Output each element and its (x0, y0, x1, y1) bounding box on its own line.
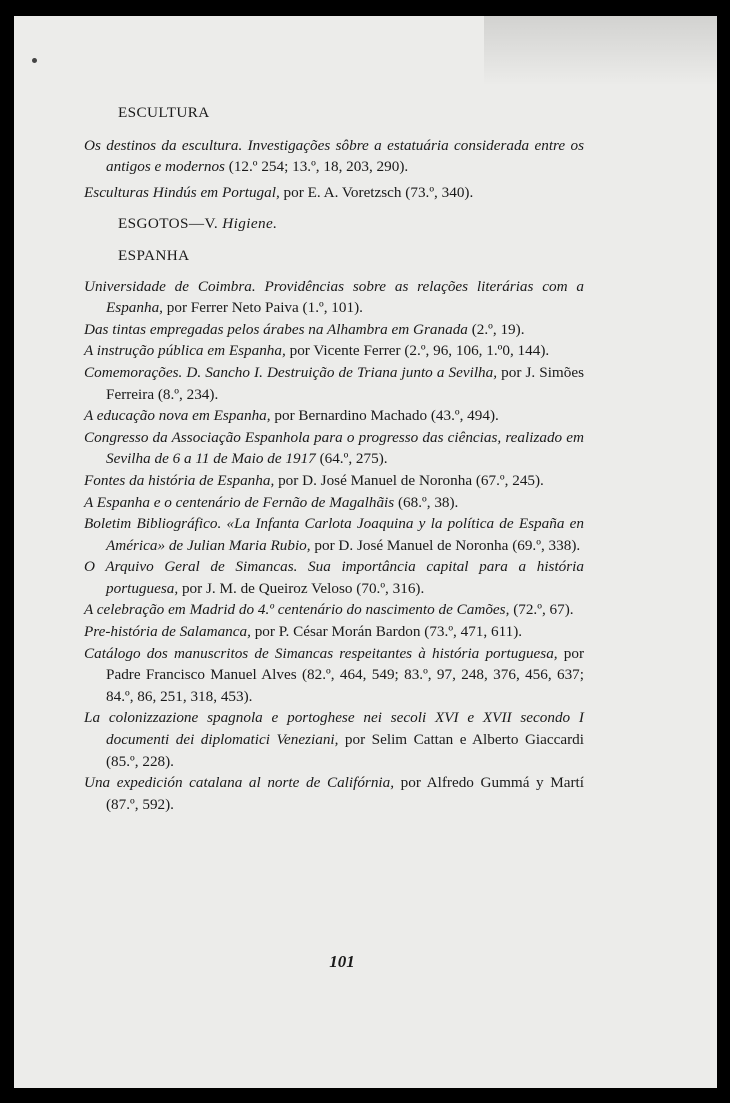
index-entry: Congresso da Associação Espanhola para o progresso das ciências, realizado em Sevilha de 6 a 11 de Maio de 1917 (64.º, 275). (84, 428, 584, 468)
index-entry: Fontes da história de Espanha, por D. José Manuel de Noronha (67.º, 245). (84, 471, 544, 489)
book-page (14, 16, 717, 1088)
index-entry: La colonizzazione spagnola e portoghese nei secoli XVI e XVII secondo I documenti dei diplomatici Veneziani, por Selim Cattan e Alberto Giaccardi (85.º, 228). (84, 709, 584, 770)
index-entry: Catálogo dos manuscritos de Simancas respeitantes à história portuguesa, por Padre Francisco Manuel Alves (82.º, 464, 549; 83.º, 97, 248, 376, 456, 637; 84.º, 86, 251, 318, 453). (84, 644, 585, 705)
index-entry: Das tintas empregadas pelos árabes na Alhambra em Granada (2.º, 19). (84, 320, 525, 338)
index-entry: Comemorações. D. Sancho I. Destruição de Triana junto a Sevilha, por J. Simões Ferreira (8.º, 234). (84, 363, 584, 403)
index-entry: Boletim Bibliográfico. «La Infanta Carlota Joaquina y la política de España en América» de Julian Maria Rubio, por D. José Manuel de Noronha (69.º, 338). (84, 515, 584, 554)
index-entry: Os destinos da escultura. Investigações sôbre a estatuária considerada entre os antigos e modernos (12.º 254; 13.º, 18, 203, 290). (84, 136, 584, 176)
page-number: 101 (329, 952, 355, 971)
section-heading-escultura: ESCULTURA (118, 104, 210, 121)
scan-shadow (484, 16, 717, 86)
index-entry: A celebração em Madrid do 4.º centenário do nascimento de Camões, (72.º, 67). (84, 601, 574, 619)
section-heading-espanha: ESPANHA (118, 246, 190, 264)
index-content (84, 102, 584, 815)
section-heading-esgotos: ESGOTOS—V. Higiene. (118, 215, 278, 233)
index-entry: Pre-história de Salamanca, por P. César Morán Bardon (73.º, 471, 611). (84, 623, 523, 641)
scan-speck (32, 58, 37, 63)
index-entry: A educação nova em Espanha, por Bernardino Machado (43.º, 494). (84, 407, 499, 425)
index-entry: O Arquivo Geral de Simancas. Sua importância capital para a história portuguesa, por J. M. de Queiroz Veloso (70.º, 316). (84, 558, 584, 597)
index-entry: A Espanha e o centenário de Fernão de Magalhãis (68.º, 38). (84, 493, 459, 511)
index-entry: Una expedición catalana al norte de Califórnia, por Alfredo Gummá y Martí (87.º, 592). (84, 774, 584, 813)
index-entry: Universidade de Coimbra. Providências sobre as relações literárias com a Espanha, por Ferrer Neto Paiva (1.º, 101). (84, 277, 584, 317)
index-entry: Esculturas Hindús em Portugal, por E. A. Voretzsch (73.º, 340). (84, 183, 474, 201)
index-entry: A instrução pública em Espanha, por Vicente Ferrer (2.º, 96, 106, 1.º0, 144). (84, 342, 550, 360)
